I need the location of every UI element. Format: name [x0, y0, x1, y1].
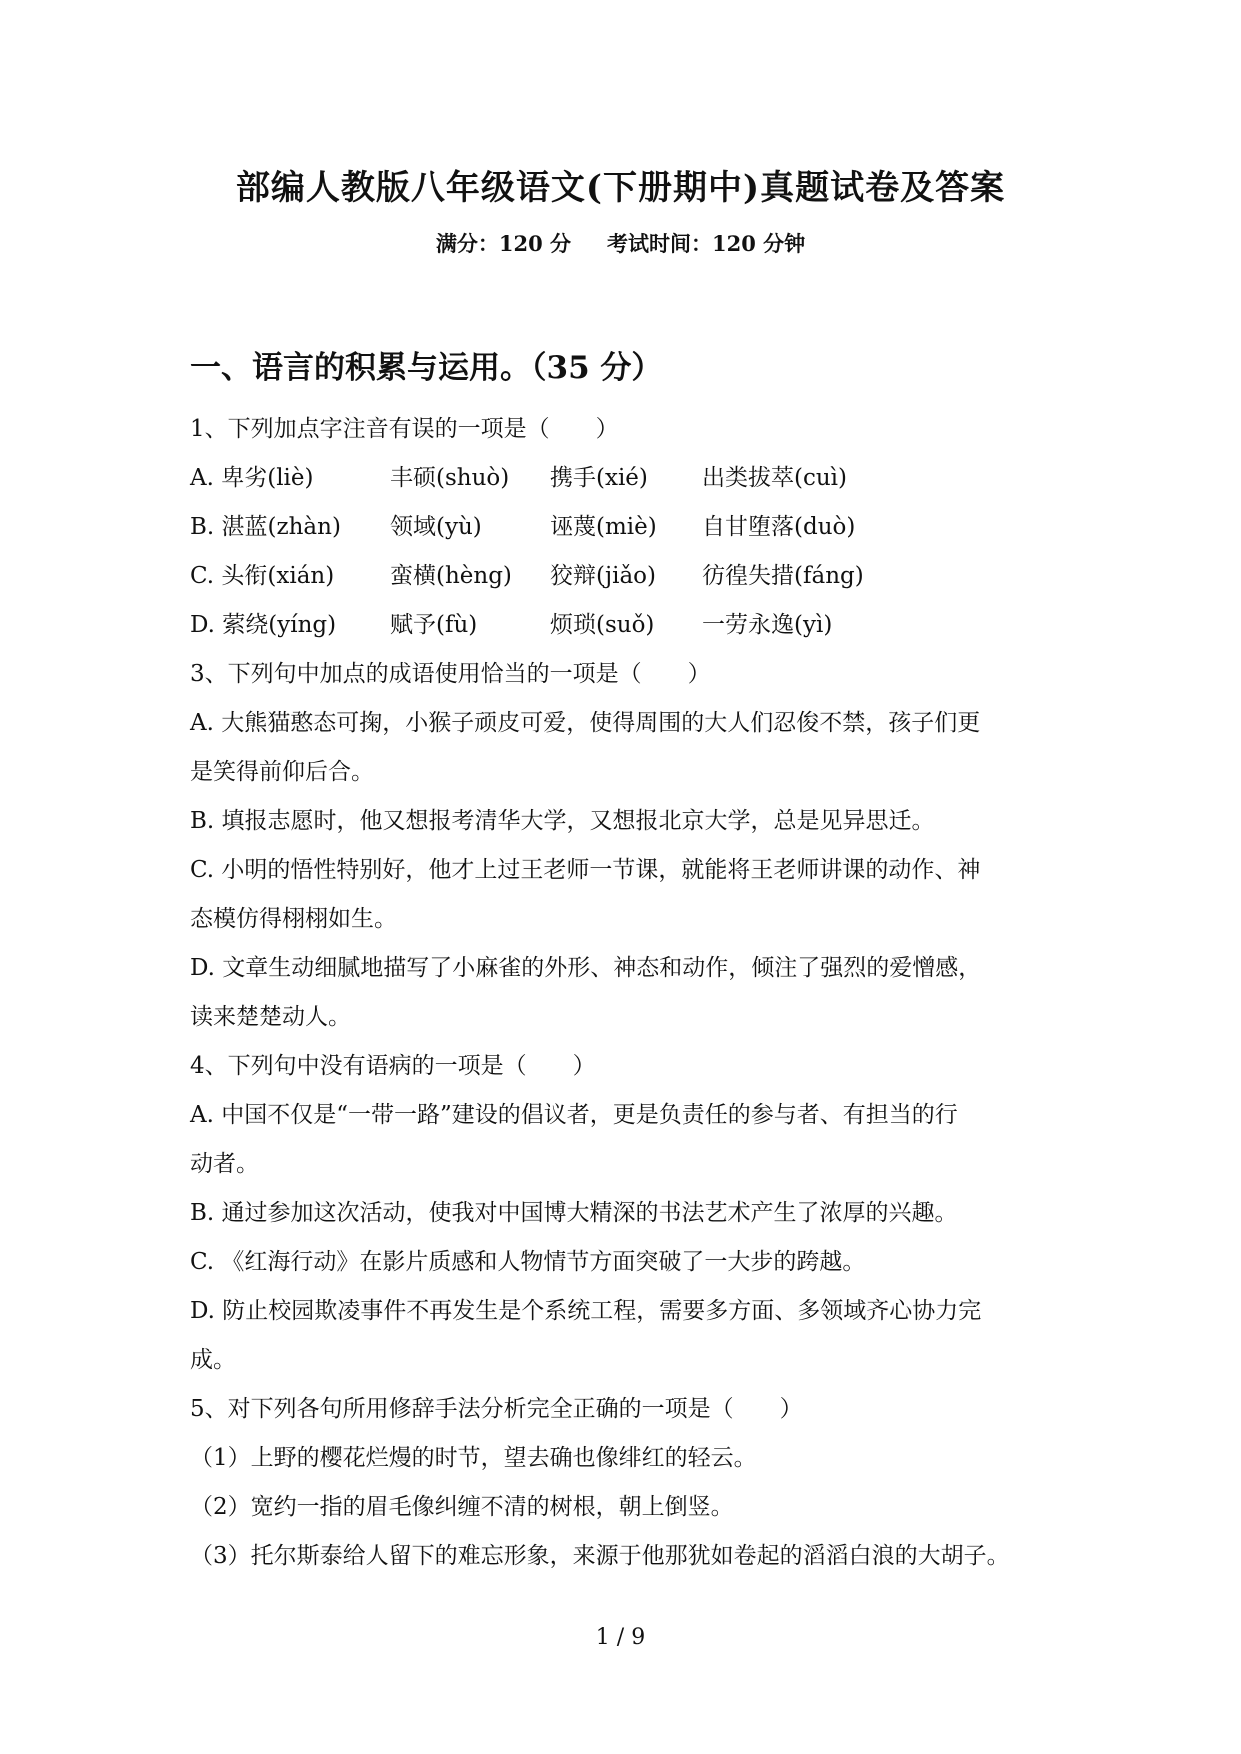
page-number: 1 / 9 [595, 1625, 646, 1650]
question-4-option-b: B. 通过参加这次活动，使我对中国博大精深的书法艺术产生了浓厚的兴趣。 [190, 1200, 958, 1226]
section-heading: 一、语言的积累与运用。（35 分） [190, 350, 663, 386]
option-word: 烦琐(suǒ) [550, 612, 655, 638]
option-word: D. 萦绕(yíng) [190, 612, 337, 638]
option-word: C. 头衔(xián) [190, 563, 335, 589]
option-word: 丰硕(shuò) [390, 465, 510, 491]
option-word: 赋予(fù) [390, 612, 478, 638]
question-5-sentence-2: （2）宽约一指的眉毛像纠缠不清的树根，朝上倒竖。 [190, 1494, 734, 1520]
question-4-option-a: A. 中国不仅是“一带一路”建设的倡议者，更是负责任的参与者、有担当的行 [190, 1102, 958, 1128]
question-3-option-c: C. 小明的悟性特别好，他才上过王老师一节课，就能将王老师讲课的动作、神 [190, 857, 981, 883]
question-3-option-d-cont: 读来楚楚动人。 [190, 1004, 351, 1030]
question-4-option-d-cont: 成。 [190, 1347, 236, 1373]
option-word: A. 卑劣(liè) [190, 465, 314, 491]
question-3-option-b: B. 填报志愿时，他又想报考清华大学，又想报北京大学，总是见异思迁。 [190, 808, 935, 834]
option-word: 一劳永逸(yì) [702, 612, 833, 638]
question-list [190, 405, 1070, 1581]
question-3-option-c-cont: 态模仿得栩栩如生。 [190, 906, 397, 932]
question-4-option-d: D. 防止校园欺凌事件不再发生是个系统工程，需要多方面、多领域齐心协力完 [190, 1298, 982, 1324]
page-title: 部编人教版八年级语文(下册期中)真题试卷及答案 [235, 168, 1006, 208]
exam-time: 考试时间：120 分钟 [607, 231, 806, 256]
exam-info [0, 228, 1241, 258]
question-4-stem: 4、下列句中没有语病的一项是（ ） [190, 1053, 596, 1079]
question-3-option-d: D. 文章生动细腻地描写了小麻雀的外形、神态和动作，倾注了强烈的爱憎感， [190, 955, 982, 981]
question-5-stem: 5、对下列各句所用修辞手法分析完全正确的一项是（ ） [190, 1396, 803, 1422]
option-word: 蛮横(hèng) [390, 563, 512, 589]
question-1-option-c [190, 552, 1070, 601]
option-word: 携手(xié) [550, 465, 648, 491]
option-word: B. 湛蓝(zhàn) [190, 514, 341, 540]
question-3-option-a-cont: 是笑得前仰后合。 [190, 759, 374, 785]
option-word: 出类拔萃(cuì) [702, 465, 847, 491]
question-4-option-a-cont: 动者。 [190, 1151, 259, 1177]
question-5-sentence-3: （3）托尔斯泰给人留下的难忘形象，来源于他那犹如卷起的滔滔白浪的大胡子。 [190, 1543, 1010, 1569]
option-word: 领域(yù) [390, 514, 482, 540]
question-1-stem: 1、下列加点字注音有误的一项是（ ） [190, 416, 619, 442]
question-1-option-a [190, 454, 1070, 503]
option-word: 诬蔑(miè) [550, 514, 657, 540]
question-4-option-c: C. 《红海行动》在影片质感和人物情节方面突破了一大步的跨越。 [190, 1249, 866, 1275]
option-word: 狡辩(jiǎo) [550, 563, 656, 589]
question-5-sentence-1: （1）上野的樱花烂熳的时节，望去确也像绯红的轻云。 [190, 1445, 757, 1471]
question-3-stem: 3、下列句中加点的成语使用恰当的一项是（ ） [190, 661, 711, 687]
question-1-option-b [190, 503, 1070, 552]
full-score: 满分：120 分 [435, 231, 571, 256]
question-1-option-d [190, 601, 1070, 650]
option-word: 彷徨失措(fáng) [702, 563, 864, 589]
option-word: 自甘堕落(duò) [702, 514, 856, 540]
question-3-option-a: A. 大熊猫憨态可掬，小猴子顽皮可爱，使得周围的大人们忍俊不禁，孩子们更 [190, 710, 981, 736]
